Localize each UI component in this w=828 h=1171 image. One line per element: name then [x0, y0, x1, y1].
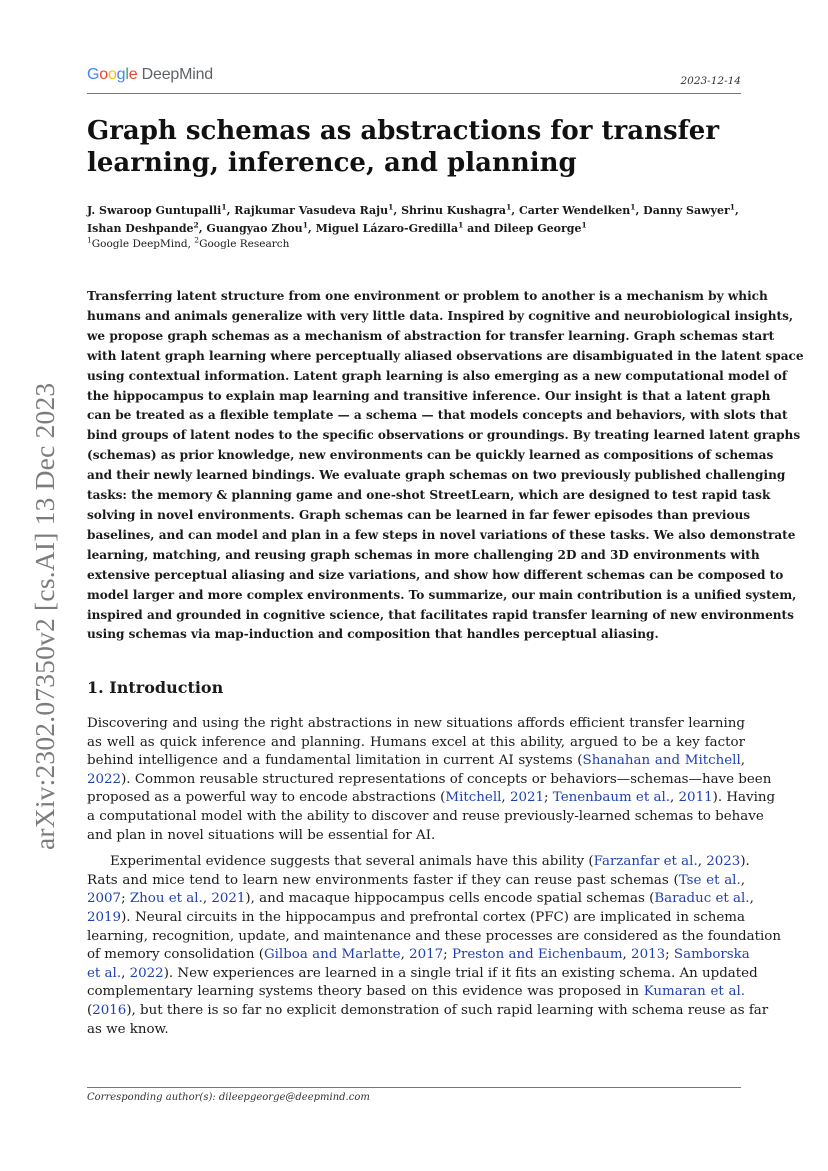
citation-link: Tse et al. [678, 872, 741, 888]
affiliations: $^1$Google DeepMind, $^2$Google Research [87, 235, 290, 250]
logo-letter: G [87, 66, 100, 83]
text-line: 2019). Neural circuits in the hippocampus and prefrontal cortex (PFC) are implicated in schema [87, 909, 745, 925]
text-line: Experimental evidence suggests that several animals have this ability (Farzanfar et al., 2023). [110, 854, 750, 870]
abstract-line: model larger and more complex environments. To summarize, our main contribution is a unified system, [87, 587, 797, 602]
logo-letter: e [128, 66, 138, 83]
citation-link: Preston and Eichenbaum [451, 947, 623, 963]
abstract-line: Transferring latent structure from one environment or problem to another is a mechanism by which [87, 289, 768, 303]
citation-link: 2019 [87, 909, 122, 925]
abstract-line: with latent graph learning where perceptually aliased observations are disambiguated in the latent space [87, 348, 804, 363]
citation-link: 2011 [678, 790, 713, 806]
abstract-line: the hippocampus to explain map learning and transitive inference. Our insight is that a latent graph [87, 388, 771, 403]
corresponding-author: Corresponding author(s): dileepgeorge@deepmind.com [87, 1092, 370, 1103]
text-line: learning, recognition, update, and maintenance and these processes are considered as the foundation [87, 928, 781, 944]
citation-link: Gilboa and Marlatte [263, 947, 401, 963]
paper-title [87, 115, 747, 179]
header-divider [87, 93, 741, 94]
abstract-line: solving in novel environments. Graph schemas can be learned in far fewer episodes than previous [87, 507, 751, 522]
footer-divider [87, 1087, 741, 1088]
citation-link: Farzanfar et al. [593, 854, 698, 870]
author-affiliation-mark: 1 [729, 202, 735, 212]
logo-letter: l [125, 66, 129, 83]
citation-link: Tenenbaum et al. [552, 790, 671, 806]
citation-link: Mitchell [445, 790, 502, 806]
author-affiliation-mark: 2 [193, 220, 199, 230]
abstract-line: and their newly learned bindings. We evaluate graph schemas on two previously published challenging [87, 468, 786, 483]
abstract-line: using contextual information. Latent graph learning is also emerging as a new computational model of [87, 368, 788, 383]
paper-date: 2023-12-14 [680, 75, 741, 87]
author-name: Danny Sawyer [643, 204, 730, 217]
abstract-line: learning, matching, and reusing graph schemas in more challenging 2D and 3D environments with [87, 547, 760, 562]
text-line: as we know. [87, 1021, 169, 1037]
author-name: Dileep George [493, 222, 582, 235]
citation-link: 2022 [129, 965, 164, 981]
citation-link: Baraduc et al. [654, 891, 750, 907]
paragraph [87, 853, 781, 1039]
author-list: J. Swaroop Guntupalli$^1$, Rajkumar Vasudeva Raju$^1$, Shrinu Kushagra$^1$, Carter Wendelken$^1$, Danny Sawyer$^1$, Ishan Deshpande$^2$, Guangyao Zhou$^1$, Miguel Lázaro-Gredilla$^1$ and Dileep George$^1$ [87, 202, 739, 235]
author-name: Miguel Lázaro-Gredilla [315, 222, 459, 235]
text-line: complementary learning systems theory based on this evidence was proposed in Kumaran et al. [87, 984, 745, 1000]
citation-link: Samborska [673, 947, 750, 963]
author-affiliation-mark: 1 [388, 202, 394, 212]
affiliation-mark: 2 [194, 235, 200, 245]
text-line: behind intelligence and a fundamental limitation in current AI systems (Shanahan and Mitchell, [87, 753, 745, 769]
abstract-line: baselines, and can model and plan in a few steps in novel variations of these tasks. We also demonstrate [87, 527, 796, 542]
affiliation-mark: 1 [87, 235, 92, 245]
text-line: 2007; Zhou et al., 2021), and macaque hippocampus cells encode spatial schemas (Baraduc et al., [87, 891, 754, 907]
abstract-line: extensive perceptual aliasing and size variations, and show how different schemas can be composed to [87, 567, 784, 582]
text-line: Discovering and using the right abstractions in new situations affords efficient transfer learning [87, 716, 745, 731]
citation-link: 2016 [92, 1002, 127, 1018]
author-affiliation-mark: 1 [458, 220, 464, 230]
abstract-line: using schemas via map-induction and composition that handles perceptual aliasing. [87, 627, 659, 642]
text-line: (2016), but there is so far no explicit demonstration of such rapid learning with schema reuse as far [87, 1002, 769, 1018]
google-deepmind-logo [87, 66, 213, 84]
abstract [87, 287, 804, 645]
logo-letter: o [99, 66, 108, 83]
author-affiliation-mark: 1 [581, 220, 587, 230]
abstract-line: can be treated as a flexible template — a schema — that models concepts and behaviors, with slots that [87, 408, 788, 423]
text-line: et al., 2022). New experiences are learned in a single trial if it fits an existing schema. An updated [87, 965, 758, 981]
citation-link: 2021 [211, 891, 246, 907]
logo-letter: o [107, 66, 117, 83]
logo-deepmind: DeepMind [137, 66, 213, 83]
text-line: proposed as a powerful way to encode abstractions (Mitchell, 2021; Tenenbaum et al., 2011). Having [87, 790, 776, 806]
citation-link: Kumaran et al. [643, 984, 745, 1000]
text-line: 2022). Common reusable structured representations of concepts or behaviors—schemas—have been [87, 771, 772, 787]
arxiv-identifier-stamp: arXiv:2302.07350v2 [cs.AI] 13 Dec 2023 [29, 382, 60, 850]
citation-link: 2021 [509, 790, 545, 806]
text-line: a computational model with the ability to discover and reuse previously-learned schemas to behave [87, 808, 764, 824]
author-name: Shrinu Kushagra [401, 204, 507, 217]
citation-link: 2007 [87, 891, 122, 907]
author-affiliation-mark: 1 [506, 202, 512, 212]
citation-link: et al. [87, 965, 122, 981]
citation-link: 2023 [706, 854, 741, 870]
author-name: Carter Wendelken [518, 204, 631, 217]
abstract-line: (schemas) as prior knowledge, new environments can be quickly learned as compositions of schemas [87, 448, 774, 463]
text-line: as well as quick inference and planning. Humans excel at this ability, argued to be a key factor [87, 734, 745, 750]
paragraph [87, 715, 776, 845]
abstract-line: tasks: the memory & planning game and one-shot StreetLearn, which are designed to test rapid task [87, 488, 771, 503]
affiliation-name: Google DeepMind [91, 238, 188, 250]
author-name: Guangyao Zhou [206, 222, 303, 235]
author-name: Rajkumar Vasudeva Raju [234, 204, 389, 217]
abstract-line: we propose graph schemas as a mechanism of abstraction for transfer learning. Graph schemas start [87, 328, 775, 343]
title-line: learning, inference, and planning [87, 148, 577, 178]
citation-link: 2017 [409, 947, 444, 963]
author-affiliation-mark: 1 [630, 202, 636, 212]
text-line: and plan in novel situations will be essential for AI. [87, 827, 436, 843]
abstract-line: bind groups of latent nodes to the specific observations or groundings. By treating learned latent graphs [87, 428, 801, 443]
author-name: Ishan Deshpande [87, 222, 194, 235]
affiliation-name: Google Research [199, 238, 290, 250]
citation-link: 2013 [631, 947, 666, 963]
author-affiliation-mark: 1 [221, 202, 227, 212]
introduction-body [87, 715, 781, 1039]
abstract-line: humans and animals generalize with very little data. Inspired by cognitive and neurobiological insights, [87, 308, 794, 323]
citation-link: 2022 [87, 771, 122, 787]
text-line: of memory consolidation (Gilboa and Marlatte, 2017; Preston and Eichenbaum, 2013; Samborska [87, 947, 750, 963]
author-name: J. Swaroop Guntupalli [87, 204, 222, 217]
text-line: Rats and mice tend to learn new environments faster if they can reuse past schemas (Tse et al., [87, 872, 745, 888]
citation-link: Zhou et al. [129, 891, 203, 907]
title-line: Graph schemas as abstractions for transfer [87, 116, 720, 146]
abstract-line: inspired and grounded in cognitive science, that facilitates rapid transfer learning of new environments [87, 607, 794, 622]
section-heading-introduction: 1. Introduction [87, 678, 224, 697]
author-affiliation-mark: 1 [302, 220, 308, 230]
logo-letter: g [116, 66, 126, 83]
citation-link: Shanahan and Mitchell [582, 753, 741, 769]
